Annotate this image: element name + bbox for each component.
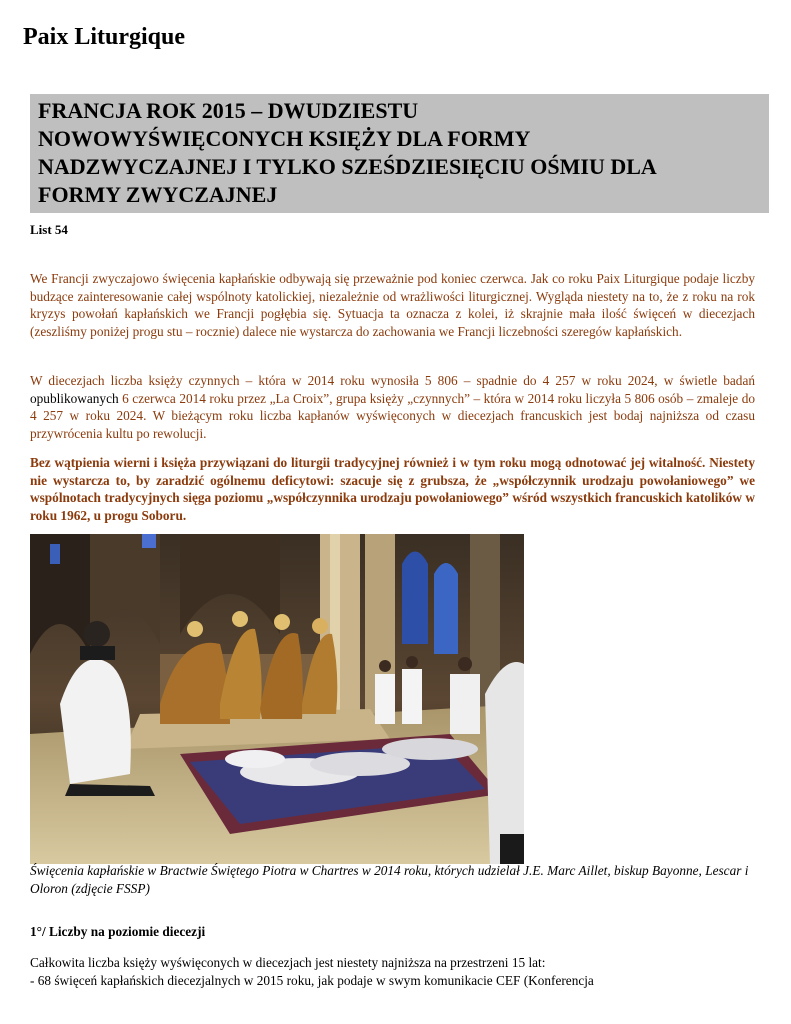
intro-paragraph: We Francji zwyczajowo święcenia kapłańskie odbywają się przeważnie pod koniec czerwca. Jak co roku Paix Liturgique podaje liczby budzące zainteresowanie całej wspólnoty katolickiej, niezależnie od wrażliwości liturgicznej. Wygląda niestety na to, że z roku na rok kryzys powołań kapłańskich we Francji pogłębia się. Sytuacja ta oznacza z kolei, iż skrajnie mała ilość święceń w diecezjach (zeszliśmy poniżej progu stu – rocznie) dalece nie wystarcza do zachowania we Francji liczebności szeregów kapłańskich. bbox=[30, 271, 755, 339]
site-title: Paix Liturgique bbox=[23, 24, 186, 50]
tradition-paragraph: Bez wątpienia wierni i księża przywiązani do liturgii tradycyjnej również i w tym roku mogą odnotować jej witalność. Niestety nie wystarcza to, by zaradzić ogólnemu deficytowi: szacuje się z grubsza, że „współczynnik urodzaju powołaniowego” we wspólnotach tradycyjnych sięga poziomu „współczynnika urodzaju powołaniowego” wśród wszystkich francuskich katolików w roku 1962, u progu Soboru. bbox=[30, 455, 755, 523]
section-heading: 1°/ Liczby na poziomie diecezji bbox=[30, 924, 206, 939]
paragraph-text: 6 czerwca 2014 roku przez „La Croix”, grupa księży „czynnych” – która w 2014 roku liczyła 5 806 osób – zmaleje do 4 257 w roku 2024. W bieżącym roku liczba kapłanów wyświęconych w diecezjach francuskich jest bodaj najniższa od czasu przywrócenia kultu po rewolucji. bbox=[30, 390, 755, 441]
ordination-photo bbox=[30, 534, 524, 864]
paragraph-text: W diecezjach liczba księży czynnych – która w 2014 roku wynosiła 5 806 – spadnie do 4 257 w roku 2024, w świetle badań bbox=[30, 373, 755, 388]
title-line: NOWOWYŚWIĘCONYCH KSIĘŻY DLA FORMY bbox=[38, 126, 531, 151]
article-title bbox=[38, 97, 761, 209]
diocese-paragraph bbox=[30, 372, 755, 442]
title-line: NADZWYCZAJNEJ I TYLKO SZEŚDZIESIĘCIU OŚMIU DLA bbox=[38, 154, 657, 179]
article-title-box bbox=[30, 94, 769, 213]
section-list-item: - 68 święceń kapłańskich diecezjalnych w 2015 roku, jak podaje w swym komunikacie CEF (Konferencja bbox=[30, 973, 594, 988]
title-line: FORMY ZWYCZAJNEJ bbox=[38, 182, 278, 207]
list-number: List 54 bbox=[30, 222, 68, 237]
section-paragraph: Całkowita liczba księży wyświęconych w diecezjach jest niestety najniższa na przestrzeni 15 lat: bbox=[30, 955, 546, 970]
published-link[interactable]: opublikowanych bbox=[30, 390, 119, 406]
title-line: FRANCJA ROK 2015 – DWUDZIESTU bbox=[38, 98, 419, 123]
photo-caption: Święcenia kapłańskie w Bractwie Świętego Piotra w Chartres w 2014 roku, których udzielał J.E. Marc Aillet, biskup Bayonne, Lescar i Oloron (zdjęcie FSSP) bbox=[30, 863, 749, 896]
